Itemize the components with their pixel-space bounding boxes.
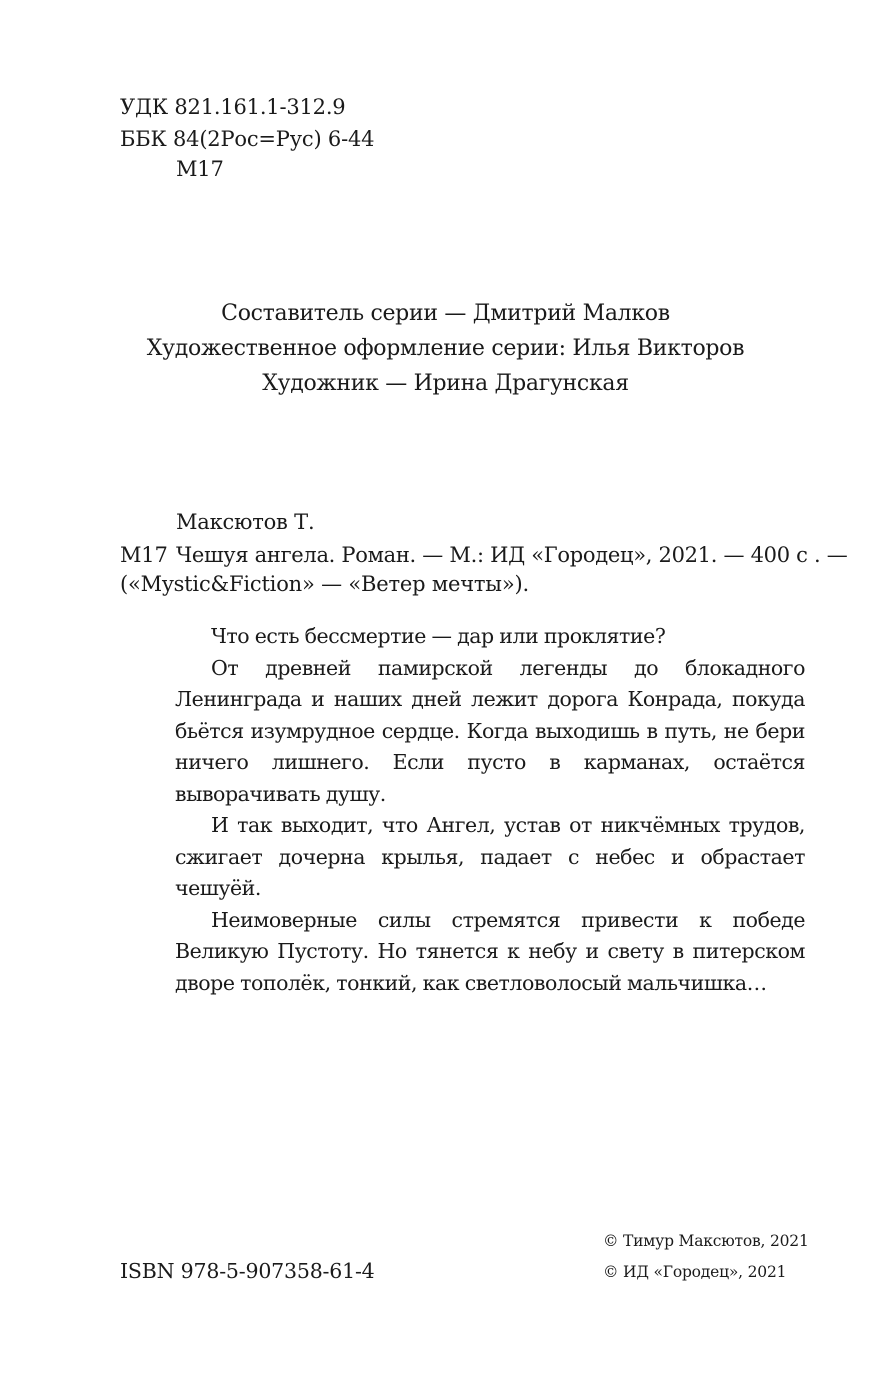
annotation bbox=[175, 621, 805, 999]
bbk-index: ББК 84(2Рос=Рус) 6-44 bbox=[120, 127, 375, 151]
annotation-paragraph-1: Что есть бессмертие — дар или проклятие? bbox=[211, 624, 666, 648]
bib-description: Чешуя ангела. Роман. — М.: ИД «Городец», 2021. — 400 с . — bbox=[176, 543, 848, 567]
series-design: Художественное оформление серии: Илья Викторов bbox=[146, 336, 745, 361]
annotation-paragraph-3: И так выходит, что Ангел, устав от никчёмных трудов, сжигает дочерна крылья, падает с небес и обрастает чешуёй. bbox=[175, 813, 805, 900]
series-compiler: Составитель серии — Дмитрий Малков bbox=[221, 301, 670, 326]
annotation-paragraph-2: От древней памирской легенды до блокадного Ленинграда и наших дней лежит дорога Конрада, покуда бьётся изумрудное сердце. Когда выходишь в путь, не бери ничего лишнего. Если пусто в карманах, остаётся выворачивать душу. bbox=[175, 655, 805, 806]
bib-series: («Mystic&Fiction» — «Ветер мечты»). bbox=[120, 572, 529, 596]
bib-author: Максютов Т. bbox=[176, 510, 315, 534]
artist-credit: Художник — Ирина Драгунская bbox=[262, 371, 629, 396]
bib-author-sign: М17 bbox=[120, 543, 168, 567]
annotation-paragraph-4: Неимоверные силы стремятся привести к победе Великую Пустоту. Но тянется к небу и свету в питерском дворе тополёк, тонкий, как светловолосый мальчишка… bbox=[175, 907, 805, 995]
copyright-author: © Тимур Максютов, 2021 bbox=[603, 1232, 809, 1250]
copyright-publisher: © ИД «Городец», 2021 bbox=[603, 1263, 787, 1281]
isbn: ISBN 978-5-907358-61-4 bbox=[120, 1259, 375, 1283]
series-credits bbox=[0, 296, 891, 401]
author-sign: М17 bbox=[176, 157, 224, 181]
udk-index: УДК 821.161.1-312.9 bbox=[120, 95, 346, 119]
